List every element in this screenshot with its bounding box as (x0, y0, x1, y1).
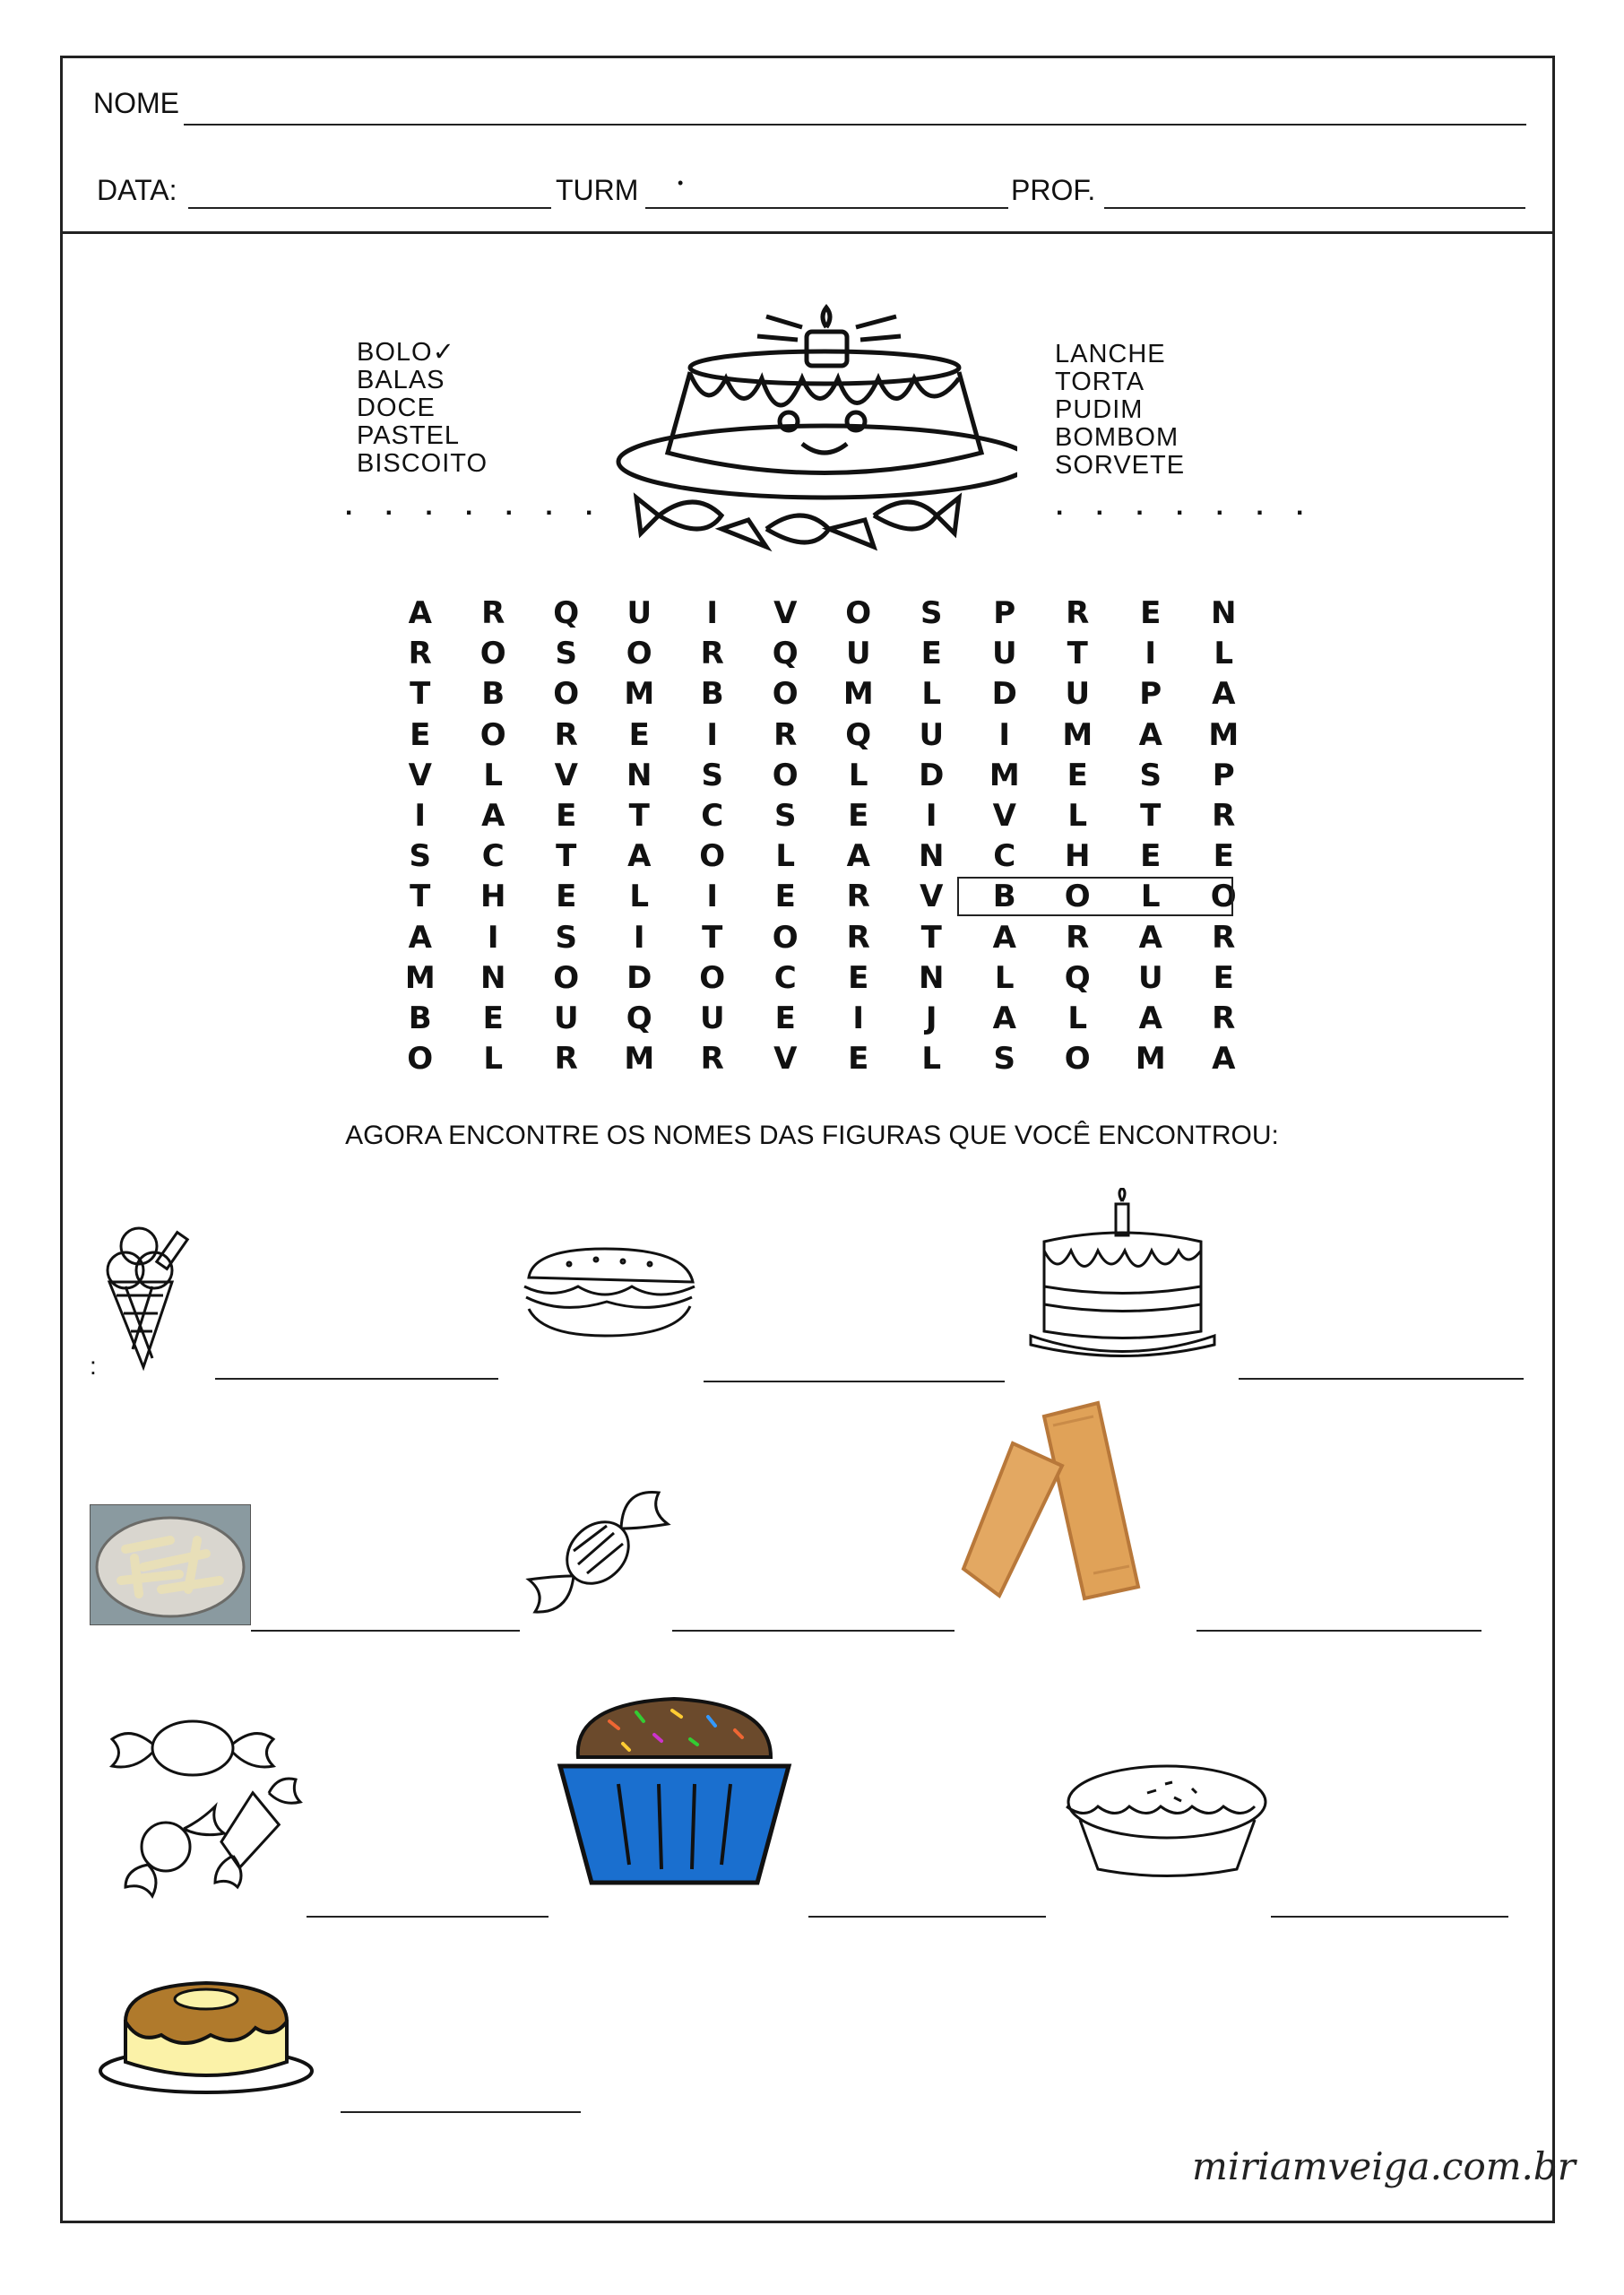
grid-letter: B (992, 879, 1016, 915)
grid-letter: T (1140, 797, 1162, 834)
grid-letter: E (482, 1000, 504, 1036)
class-label: TURM (556, 174, 639, 206)
dots-left: . . . . . . . (345, 491, 606, 521)
grid-row (384, 756, 1260, 796)
grid-letter: Q (1064, 959, 1091, 996)
grid-letter: V (554, 757, 578, 793)
grid-letter: D (991, 676, 1017, 713)
grid-row (384, 836, 1260, 877)
grid-letter: I (998, 716, 1011, 753)
grid-letter: O (772, 676, 799, 713)
grid-letter: R (1066, 595, 1090, 631)
grid-letter: H (1065, 838, 1091, 875)
grid-letter: T (628, 797, 650, 834)
grid-letter: E (556, 797, 577, 834)
word-doce: DOCE (357, 394, 436, 422)
grid-row (384, 715, 1260, 756)
grid-letter: I (925, 797, 937, 834)
grid-letter: S (555, 919, 577, 956)
grid-letter: R (846, 879, 870, 915)
grid-letter: O (1064, 1041, 1091, 1078)
word-lanche: LANCHE (1055, 340, 1166, 368)
answer-line-bonbons[interactable] (307, 1916, 549, 1918)
answer-line-sandwich[interactable] (704, 1381, 1005, 1382)
grid-letter: E (628, 716, 650, 753)
grid-letter: J (925, 1000, 937, 1036)
answer-line-pie[interactable] (1271, 1916, 1508, 1918)
grid-letter: E (1213, 959, 1234, 996)
grid-letter: U (553, 1000, 579, 1036)
grid-letter: L (848, 757, 868, 793)
ice-cream-icon (99, 1215, 206, 1376)
grid-letter: A (1212, 676, 1236, 713)
grid-letter: B (481, 676, 505, 713)
word-list-left (357, 339, 488, 478)
grid-letter: R (481, 595, 505, 631)
grid-letter: P (1212, 757, 1235, 793)
pastel-photo (959, 1394, 1192, 1609)
grid-letter: M (842, 676, 874, 713)
grid-letter: N (480, 959, 506, 996)
grid-letter: U (991, 636, 1017, 672)
candy-icon (524, 1479, 672, 1627)
grid-letter: A (846, 838, 870, 875)
grid-letter: E (556, 879, 577, 915)
grid-letter: I (706, 879, 719, 915)
grid-letter: R (554, 716, 578, 753)
grid-letter: U (699, 1000, 725, 1036)
grid-letter: A (408, 919, 432, 956)
grid-letter: O (553, 676, 580, 713)
grid-letter: L (1067, 797, 1088, 834)
grid-letter: M (624, 676, 655, 713)
cake-icon (1026, 1188, 1219, 1367)
grid-letter: R (700, 636, 724, 672)
grid-letter: U (1137, 959, 1163, 996)
grid-letter: O (407, 1041, 434, 1078)
grid-letter: C (773, 959, 797, 996)
grid-letter: T (556, 838, 577, 875)
grid-letter: O (626, 636, 652, 672)
grid-letter: M (624, 1041, 655, 1078)
grid-letter: B (408, 1000, 432, 1036)
header-divider (60, 231, 1555, 234)
grid-letter: E (774, 1000, 796, 1036)
bonbons-icon (99, 1703, 314, 1905)
cupcake-icon (556, 1685, 793, 1892)
grid-letter: P (993, 595, 1016, 631)
pudding-icon (94, 1972, 318, 2098)
dots-right: . . . . . . . (1056, 491, 1317, 521)
grid-row (384, 1039, 1260, 1079)
grid-letter: C (481, 838, 505, 875)
grid-letter: O (1210, 879, 1237, 915)
answer-line-ice-cream[interactable] (215, 1378, 498, 1380)
grid-letter: N (1211, 595, 1237, 631)
grid-letter: E (1067, 757, 1088, 793)
grid-letter: D (919, 757, 945, 793)
grid-row (384, 593, 1260, 634)
grid-letter: U (626, 595, 652, 631)
grid-letter: A (1138, 716, 1162, 753)
grid-letter: N (919, 959, 945, 996)
grid-letter: I (414, 797, 427, 834)
grid-letter: E (1140, 595, 1162, 631)
word-bolo: BOLO✓ (357, 338, 455, 367)
grid-letter: E (848, 797, 869, 834)
grid-letter: V (992, 797, 1016, 834)
grid-row (384, 796, 1260, 836)
answer-line-cupcake[interactable] (808, 1916, 1046, 1918)
grid-letter: O (772, 757, 799, 793)
grid-letter: E (774, 879, 796, 915)
grid-letter: R (1212, 919, 1236, 956)
teacher-label: PROF. (1011, 174, 1096, 206)
biscuits-photo (90, 1504, 251, 1625)
grid-letter: T (410, 879, 431, 915)
grid-letter: S (993, 1041, 1015, 1078)
grid-letter: A (481, 797, 505, 834)
grid-letter: A (627, 838, 652, 875)
grid-letter: A (1138, 1000, 1162, 1036)
grid-letter: V (920, 879, 944, 915)
word-sorvete: SORVETE (1055, 451, 1186, 480)
word-search-grid (384, 593, 1260, 1079)
grid-letter: S (555, 636, 577, 672)
grid-letter: I (852, 1000, 865, 1036)
grid-letter: V (773, 1041, 798, 1078)
grid-letter: O (699, 959, 726, 996)
grid-letter: R (408, 636, 432, 672)
stray-colon: : (90, 1352, 97, 1380)
grid-letter: V (773, 595, 798, 631)
grid-letter: L (483, 1041, 504, 1078)
grid-letter: V (408, 757, 432, 793)
date-label: DATA: (97, 174, 177, 206)
grid-letter: C (701, 797, 724, 834)
grid-letter: T (410, 676, 431, 713)
teacher-field-line[interactable] (1104, 207, 1525, 209)
grid-letter: A (992, 919, 1016, 956)
grid-letter: I (1145, 636, 1157, 672)
grid-row (384, 918, 1260, 958)
found-word-bolo-box (957, 877, 1233, 916)
grid-letter: N (919, 838, 945, 875)
grid-letter: U (845, 636, 871, 672)
grid-letter: S (409, 838, 431, 875)
word-pastel: PASTEL (357, 421, 461, 450)
answer-line-cake[interactable] (1239, 1378, 1524, 1380)
grid-letter: L (921, 1041, 942, 1078)
grid-letter: A (992, 1000, 1016, 1036)
word-list-right (1055, 341, 1185, 480)
word-torta: TORTA (1055, 368, 1145, 396)
grid-letter: M (404, 959, 436, 996)
instruction-text: AGORA ENCONTRE OS NOMES DAS FIGURAS QUE VOCÊ ENCONTROU: (345, 1121, 1279, 1150)
grid-letter: L (1140, 879, 1161, 915)
grid-row (384, 999, 1260, 1039)
grid-letter: H (480, 879, 506, 915)
grid-letter: N (626, 757, 652, 793)
grid-row (384, 674, 1260, 714)
grid-letter: S (701, 757, 723, 793)
grid-letter: P (1139, 676, 1162, 713)
cake-mascot-icon (587, 300, 1017, 596)
grid-letter: I (706, 716, 719, 753)
grid-letter: E (410, 716, 431, 753)
grid-letter: B (700, 676, 724, 713)
grid-letter: R (1066, 919, 1090, 956)
grid-letter: R (1212, 797, 1236, 834)
grid-letter: L (775, 838, 796, 875)
class-dot: • (678, 174, 684, 192)
grid-letter: O (479, 716, 506, 753)
grid-letter: R (846, 919, 870, 956)
grid-letter: E (1213, 838, 1234, 875)
grid-letter: C (993, 838, 1016, 875)
answer-line-biscuits[interactable] (251, 1630, 520, 1632)
grid-letter: L (1067, 1000, 1088, 1036)
grid-letter: E (920, 636, 942, 672)
site-signature: miriamveiga.com.br (1192, 2144, 1576, 2188)
grid-letter: R (1212, 1000, 1236, 1036)
grid-letter: O (772, 919, 799, 956)
grid-letter: O (479, 636, 506, 672)
grid-letter: Q (772, 636, 799, 672)
grid-letter: Q (845, 716, 872, 753)
word-bombom: BOMBOM (1055, 423, 1179, 452)
name-label: NOME (93, 87, 179, 119)
grid-letter: U (1065, 676, 1091, 713)
pie-icon (1058, 1757, 1277, 1883)
grid-letter: L (994, 959, 1015, 996)
sandwich-icon (515, 1242, 704, 1345)
word-balas: BALAS (357, 366, 445, 394)
grid-letter: L (629, 879, 650, 915)
word-biscoito: BISCOITO (357, 449, 488, 478)
grid-letter: Q (553, 595, 580, 631)
grid-letter: S (774, 797, 797, 834)
grid-letter: M (989, 757, 1020, 793)
grid-letter: O (845, 595, 872, 631)
grid-letter: M (1135, 1041, 1166, 1078)
grid-letter: S (920, 595, 943, 631)
grid-letter: I (706, 595, 719, 631)
grid-letter: O (553, 959, 580, 996)
date-field-line[interactable] (188, 207, 551, 209)
grid-letter: S (1139, 757, 1162, 793)
grid-letter: R (554, 1041, 578, 1078)
grid-letter: A (1138, 919, 1162, 956)
name-field-line[interactable] (184, 124, 1526, 126)
grid-letter: L (1214, 636, 1234, 672)
grid-letter: O (1064, 879, 1091, 915)
grid-letter: A (408, 595, 432, 631)
class-field-line[interactable] (645, 207, 1008, 209)
grid-letter: R (773, 716, 798, 753)
answer-line-pudding[interactable] (341, 2111, 581, 2113)
grid-letter: R (700, 1041, 724, 1078)
answer-line-pastel[interactable] (1196, 1630, 1481, 1632)
grid-letter: E (1140, 838, 1162, 875)
grid-letter: T (1067, 636, 1088, 672)
answer-line-candy[interactable] (672, 1630, 955, 1632)
grid-letter: I (487, 919, 499, 956)
grid-letter: Q (626, 1000, 652, 1036)
grid-letter: E (848, 1041, 869, 1078)
grid-letter: L (483, 757, 504, 793)
grid-letter: T (920, 919, 942, 956)
grid-letter: E (848, 959, 869, 996)
grid-letter: M (1208, 716, 1240, 753)
grid-letter: A (1212, 1041, 1236, 1078)
grid-letter: U (919, 716, 945, 753)
grid-letter: O (699, 838, 726, 875)
grid-letter: D (626, 959, 652, 996)
grid-letter: L (921, 676, 942, 713)
grid-row (384, 634, 1260, 674)
word-pudim: PUDIM (1055, 395, 1144, 424)
grid-letter: M (1062, 716, 1093, 753)
grid-row (384, 958, 1260, 999)
grid-letter: T (702, 919, 723, 956)
grid-letter: I (633, 919, 645, 956)
